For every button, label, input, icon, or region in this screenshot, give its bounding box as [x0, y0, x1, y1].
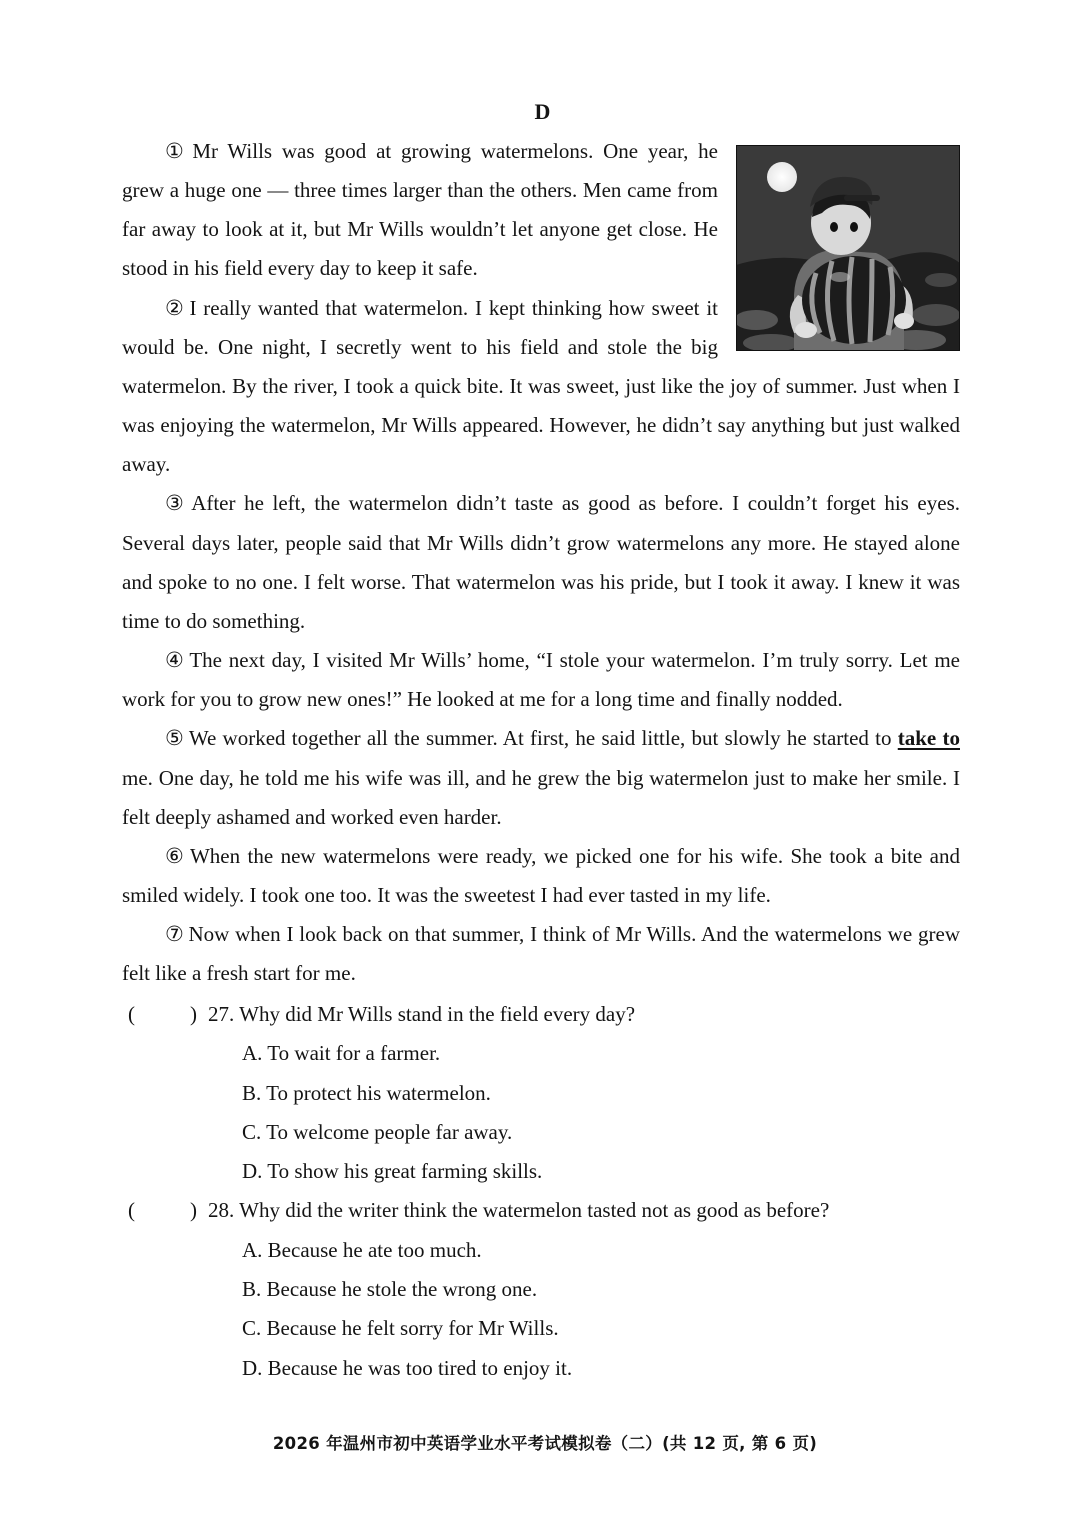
paragraph-text: Now when I look back on that summer, I think of Mr Wills. And the watermelons we grew felt like a fresh start for me.: [122, 922, 960, 986]
paragraph-4: [122, 641, 960, 719]
answer-bracket-close: ): [190, 1002, 197, 1026]
question-28: [122, 1191, 960, 1230]
paragraph-6: [122, 837, 960, 915]
answer-bracket-close: ): [190, 1198, 197, 1223]
question-stem: 27. Why did Mr Wills stand in the field every day?: [208, 1002, 636, 1026]
page-footer: 2026 年温州市初中英语学业水平考试模拟卷（二）(共 12 页, 第 6 页): [272, 1434, 818, 1453]
paragraph-3: [122, 484, 960, 641]
option-a: A. Because he ate too much.: [242, 1237, 482, 1262]
underlined-phrase: take to: [897, 726, 960, 751]
question-list: [122, 995, 960, 1388]
section-label: D: [534, 99, 551, 124]
reading-passage: [122, 132, 960, 993]
paragraph-text: When the new watermelons were ready, we picked one for his wife. She took a bite and smiled widely. I took one too. It was the sweetest I had ever tasted in my life.: [122, 843, 961, 907]
question-27: [122, 995, 960, 1034]
paragraph-number: ④: [165, 648, 186, 673]
paragraph-text: I really wanted that watermelon. I kept thinking how sweet it would be. One night, I secretly went to his field and stole the big watermelon. By the river, I took a quick bite. It was sweet, just like the joy of summer. Just when I was enjoying the watermelon, Mr Wills appeared. However, he didn’t say anything but just walked away.: [122, 295, 960, 477]
paragraph-text: me. One day, he told me his wife was ill, and he grew the big watermelon just to make her smile. I felt deeply ashamed and worked even harder.: [122, 765, 960, 829]
paragraph-text: Mr Wills was good at growing watermelons. One year, he grew a huge one — three times larger than the others. Men came from far away to look at it, but Mr Wills wouldn’t let anyone get close. He stood in his field every day to keep it safe.: [122, 139, 718, 281]
paragraph-5: [122, 719, 960, 836]
option-b: B. To protect his watermelon.: [242, 1080, 491, 1105]
option-b: B. Because he stole the wrong one.: [242, 1277, 538, 1302]
option-d: D. To show his great farming skills.: [242, 1159, 543, 1184]
paragraph-text: After he left, the watermelon didn’t taste as good as before. I couldn’t forget his eyes. Several days later, people said that Mr Wills didn’t grow watermelons any more. He stayed alone and spoke to no one. I felt worse. That watermelon was his pride, but I took it away. I knew it was time to do something.: [122, 491, 960, 633]
paragraph-number: ②: [165, 295, 186, 320]
answer-bracket-open: (: [128, 1198, 135, 1223]
paragraph-number: ③: [165, 491, 188, 516]
option-c: C. To welcome people far away.: [242, 1119, 513, 1144]
boy-with-watermelon-illustration: [736, 145, 960, 351]
option-c: C. Because he felt sorry for Mr Wills.: [242, 1316, 559, 1341]
option-d: D. Because he was too tired to enjoy it.: [242, 1355, 573, 1380]
paragraph-text: The next day, I visited Mr Wills’ home, “I stole your watermelon. I’m truly sorry. Let me work for you to grow new ones!” He looked at me for a long time and finally nodded.: [122, 648, 961, 712]
paragraph-1: [122, 132, 960, 289]
paragraph-number: ⑥: [165, 843, 186, 868]
paragraph-number: ⑤: [165, 726, 185, 751]
paragraph-number: ⑦: [165, 922, 185, 947]
paragraph-text: We worked together all the summer. At first, he said little, but slowly he started to: [188, 726, 898, 751]
paragraph-number: ①: [165, 139, 189, 163]
paragraph-7: [122, 915, 960, 993]
question-stem: 28. Why did the writer think the watermelon tasted not as good as before?: [208, 1198, 830, 1223]
answer-bracket-open: (: [128, 1002, 135, 1026]
option-a: A. To wait for a farmer.: [242, 1041, 441, 1066]
